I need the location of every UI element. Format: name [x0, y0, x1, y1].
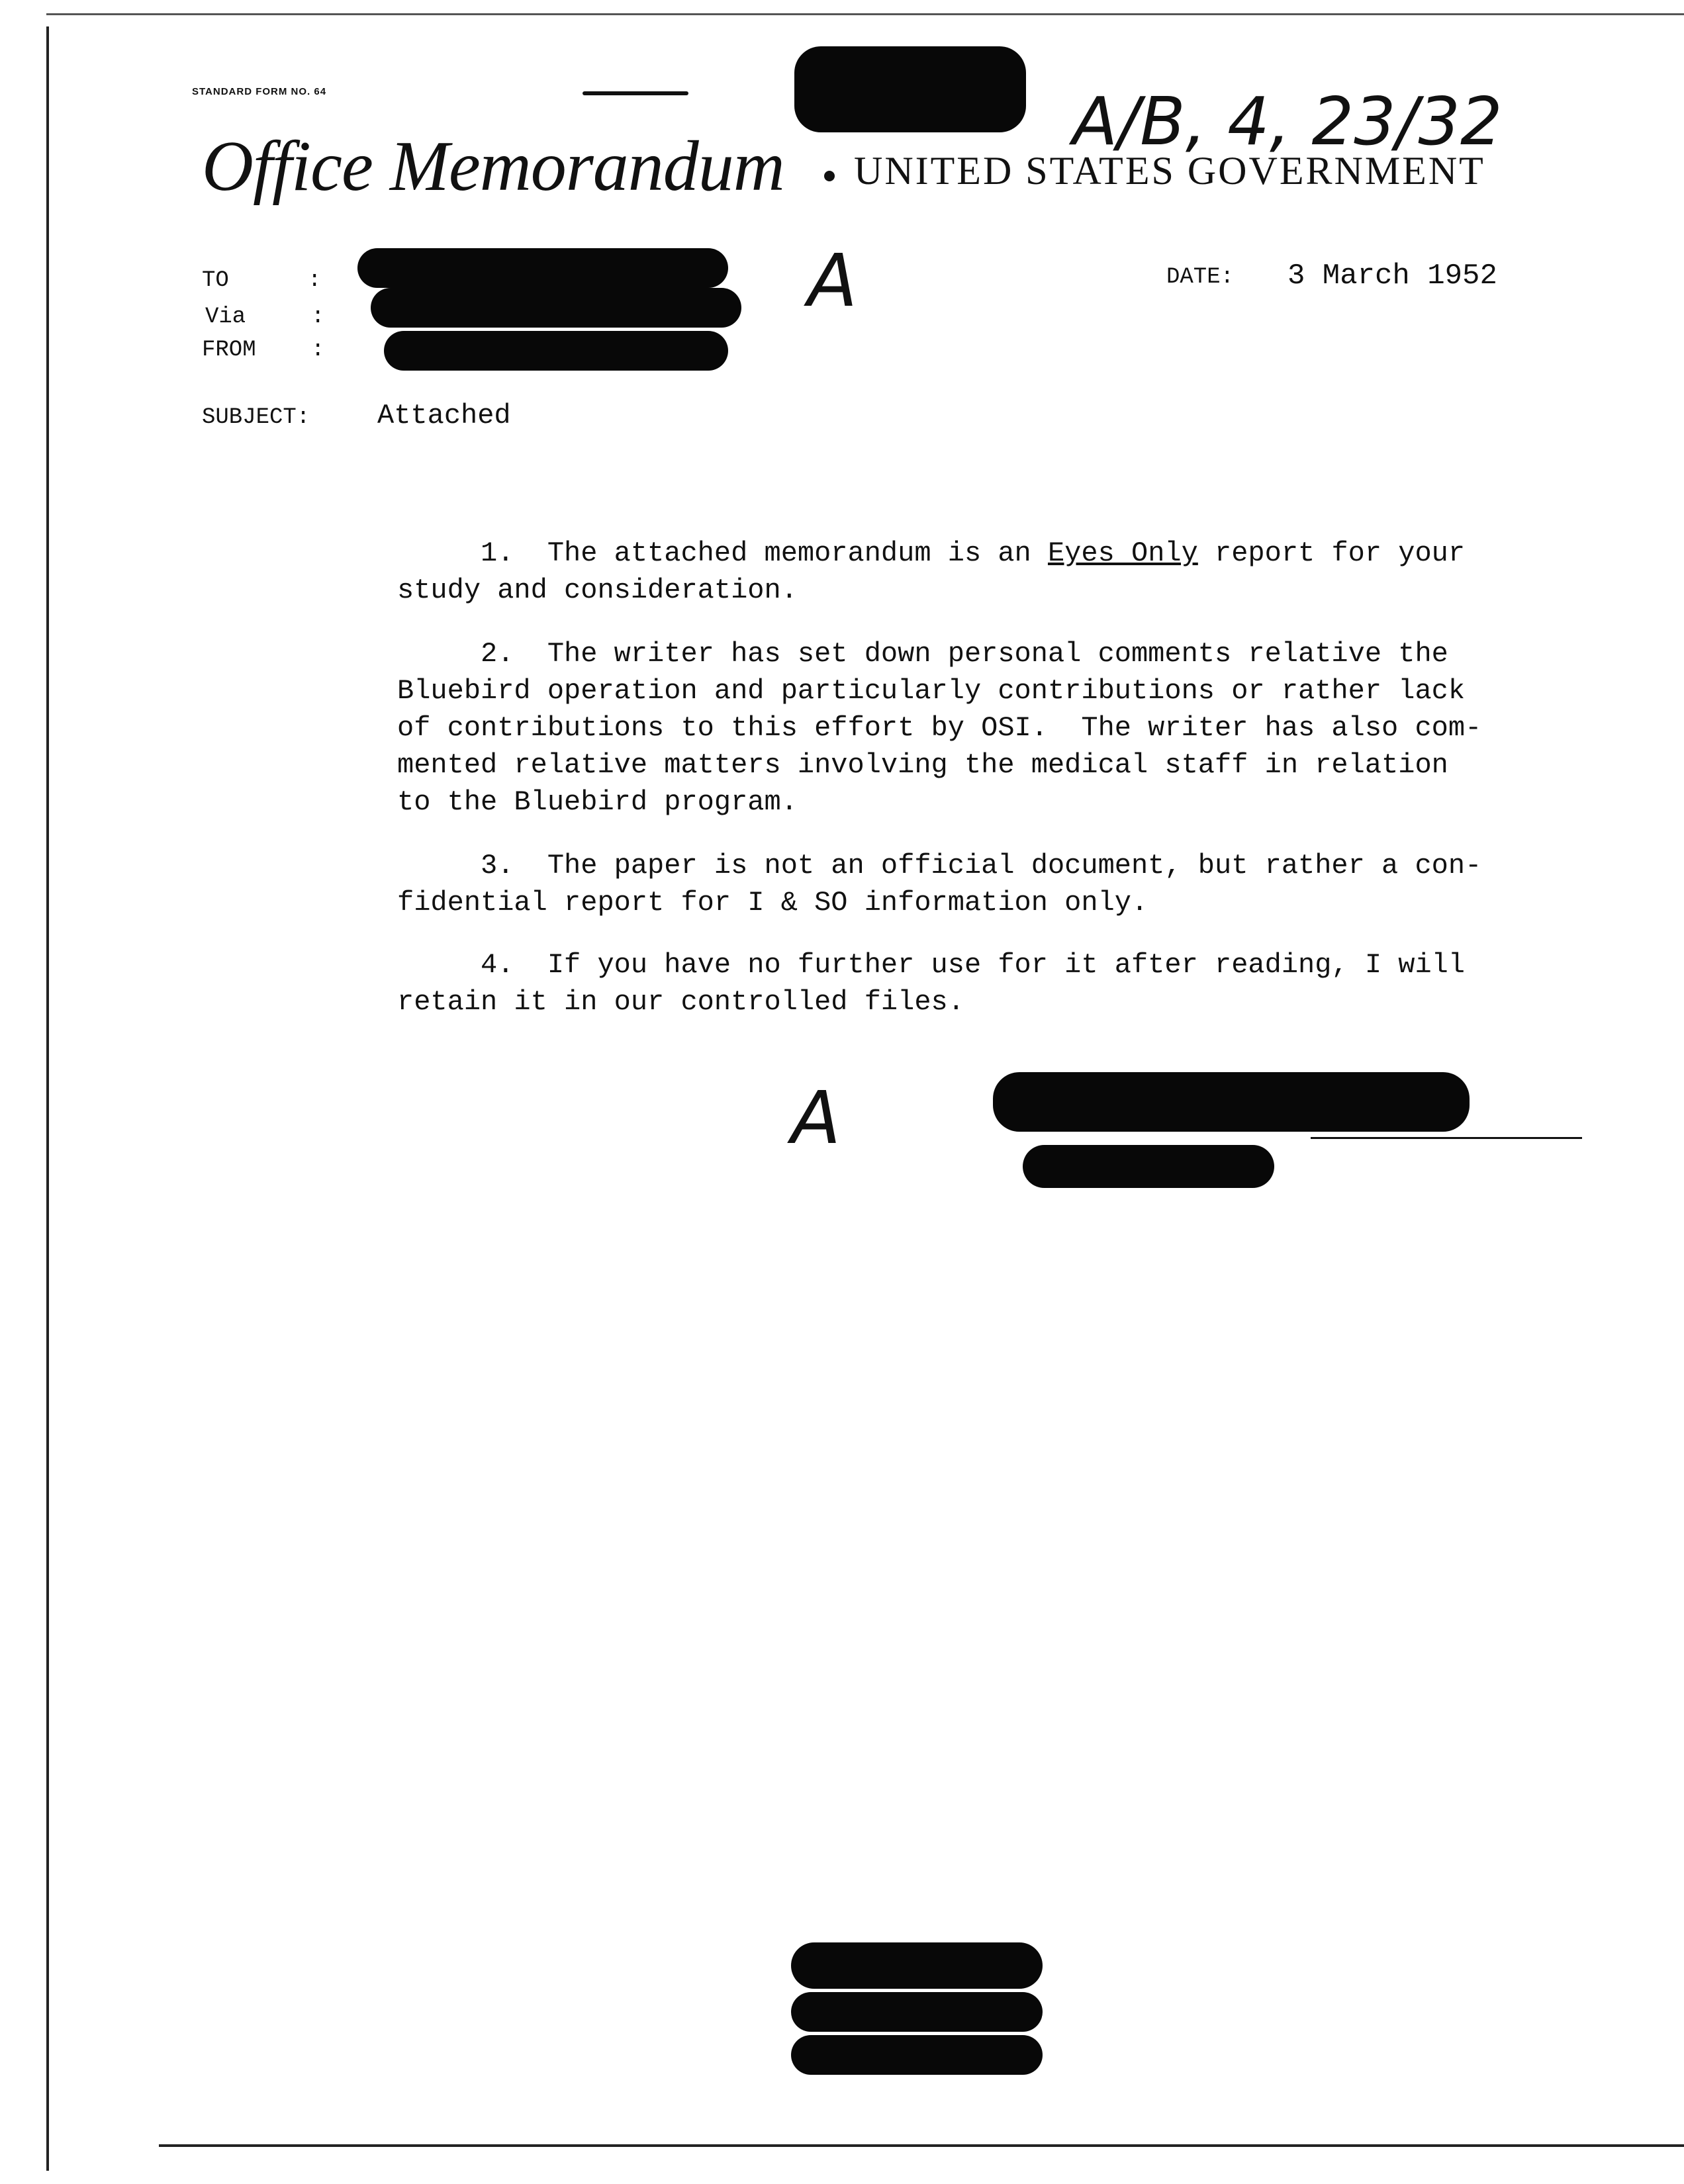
- paragraph-2-line-1: 2. The writer has set down personal comments relative the: [397, 638, 1448, 670]
- from-label: FROM: [202, 338, 256, 363]
- paragraph-3-line-2: fidential report for I & SO information only.: [397, 887, 1148, 919]
- redaction-to: [357, 248, 728, 288]
- date-label: DATE:: [1166, 265, 1235, 290]
- p1-text-b: report for your: [1197, 537, 1466, 569]
- redaction-signature-title: [1023, 1145, 1274, 1188]
- title-dash: [583, 91, 688, 95]
- page-top-edge: [46, 13, 1684, 15]
- title-bullet: [824, 171, 835, 181]
- paragraph-1-line-2: study and consideration.: [397, 574, 798, 606]
- form-number: STANDARD FORM NO. 64: [192, 86, 327, 97]
- page-bottom-edge: [159, 2144, 1684, 2147]
- paragraph-2-line-4: mented relative matters involving the medical staff in relation: [397, 749, 1448, 781]
- handwritten-reference-number: A/B, 4, 23/32: [1072, 83, 1503, 160]
- redaction-signature: [993, 1072, 1470, 1132]
- redaction-header: [794, 46, 1026, 132]
- paragraph-2-line-2: Bluebird operation and particularly contributions or rather lack: [397, 675, 1466, 707]
- to-colon: :: [308, 268, 322, 293]
- handwritten-mark-a-bottom: A: [791, 1075, 841, 1160]
- eyes-only-text: Eyes Only: [1047, 537, 1198, 569]
- memo-title: Office Memorandum: [202, 127, 784, 206]
- redaction-footer-1: [791, 1942, 1043, 1989]
- page-left-edge: [46, 26, 49, 2171]
- paragraph-1-line-1: [397, 535, 1465, 572]
- paragraph-4-line-2: retain it in our controlled files.: [397, 986, 964, 1018]
- redaction-footer-3: [791, 2035, 1043, 2075]
- paragraph-2-line-5: to the Bluebird program.: [397, 786, 798, 818]
- redaction-via: [371, 288, 741, 328]
- subject-label: SUBJECT:: [202, 405, 310, 430]
- from-colon: :: [311, 338, 325, 363]
- paragraph-2-line-3: of contributions to this effort by OSI. The writer has also com-: [397, 712, 1482, 744]
- signature-line: [1311, 1137, 1582, 1139]
- via-colon: :: [311, 304, 325, 330]
- date-value: 3 March 1952: [1287, 259, 1497, 293]
- to-label: TO: [202, 268, 229, 293]
- redaction-footer-2: [791, 1992, 1043, 2032]
- subject-value: Attached: [377, 400, 511, 432]
- handwritten-mark-a-top: A: [808, 238, 858, 323]
- paragraph-3-line-1: 3. The paper is not an official document, but rather a con-: [397, 850, 1482, 882]
- paragraph-4-line-1: 4. If you have no further use for it after reading, I will: [397, 949, 1466, 981]
- redaction-from: [384, 331, 728, 371]
- p1-text-a: 1. The attached memorandum is an: [397, 537, 1048, 569]
- government-heading: UNITED STATES GOVERNMENT: [854, 149, 1485, 193]
- via-label: Via: [205, 304, 246, 330]
